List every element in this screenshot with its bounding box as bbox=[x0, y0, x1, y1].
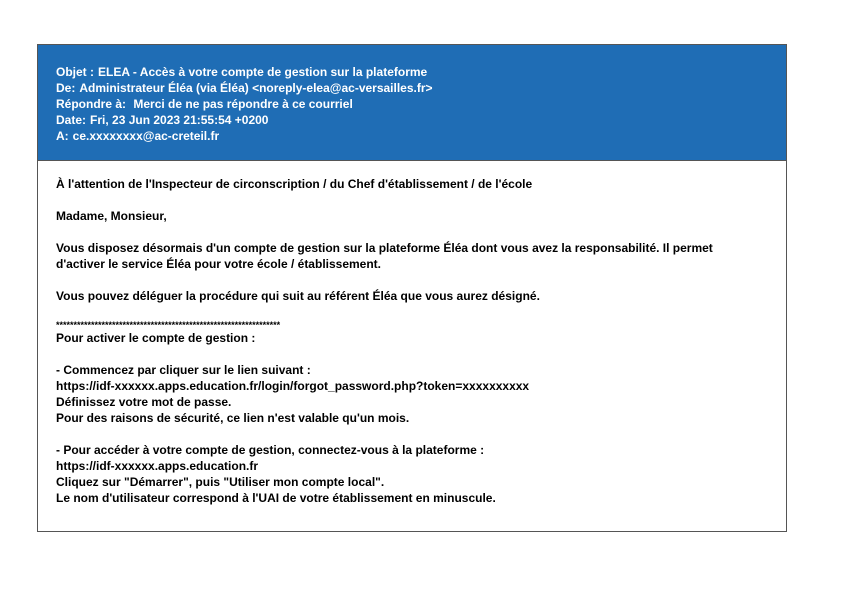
date-value: Fri, 23 Jun 2023 21:55:54 +0200 bbox=[90, 113, 269, 127]
subject-line bbox=[56, 64, 786, 80]
step2-username-text: Le nom d'utilisateur correspond à l'UAI de votre établissement en minuscule. bbox=[56, 491, 496, 505]
attention-paragraph bbox=[56, 176, 786, 192]
reply-to-line bbox=[56, 96, 786, 112]
step2-paragraph bbox=[56, 442, 786, 506]
date-label: Date: bbox=[56, 113, 87, 127]
date-line bbox=[56, 112, 786, 128]
intro-line-2: d'activer le service Éléa pour votre école / établissement. bbox=[56, 257, 382, 271]
reply-to-label: Répondre à: bbox=[56, 97, 127, 111]
step1-password-text: Définissez votre mot de passe. bbox=[56, 395, 232, 409]
step2-intro: - Pour accéder à votre compte de gestion, connectez-vous à la plateforme : bbox=[56, 443, 485, 457]
separator-stars: **************************************************************** bbox=[56, 320, 281, 330]
intro-paragraph bbox=[56, 240, 786, 272]
email-card bbox=[37, 44, 787, 532]
attention-text: À l'attention de l'Inspecteur de circonscription / du Chef d'établissement / de l'école bbox=[56, 177, 533, 191]
step1-paragraph bbox=[56, 362, 786, 426]
step1-intro: - Commencez par cliquer sur le lien suivant : bbox=[56, 363, 311, 377]
email-body bbox=[38, 161, 786, 506]
from-value: Administrateur Éléa (via Éléa) <noreply-elea@ac-versailles.fr> bbox=[79, 81, 433, 95]
step1-security-text: Pour des raisons de sécurité, ce lien n'est valable qu'un mois. bbox=[56, 411, 410, 425]
from-line bbox=[56, 80, 786, 96]
email-header bbox=[38, 45, 786, 161]
reply-to-value: Merci de ne pas répondre à ce courriel bbox=[133, 97, 353, 111]
delegate-text: Vous pouvez déléguer la procédure qui suit au référent Éléa que vous aurez désigné. bbox=[56, 289, 540, 303]
greeting-text: Madame, Monsieur, bbox=[56, 209, 167, 223]
delegate-paragraph bbox=[56, 288, 786, 304]
intro-line-1: Vous disposez désormais d'un compte de gestion sur la plateforme Éléa dont vous avez la responsabilité. Il permet bbox=[56, 241, 713, 255]
subject-value: ELEA - Accès à votre compte de gestion sur la plateforme bbox=[98, 65, 428, 79]
to-line bbox=[56, 128, 786, 144]
step2-click-text: Cliquez sur "Démarrer", puis "Utiliser mon compte local". bbox=[56, 475, 385, 489]
to-label: A: bbox=[56, 129, 69, 143]
step2-link[interactable]: https://idf-xxxxxx.apps.education.fr bbox=[56, 459, 259, 473]
to-value: ce.xxxxxxxx@ac-creteil.fr bbox=[72, 129, 220, 143]
greeting-paragraph bbox=[56, 208, 786, 224]
subject-label: Objet : bbox=[56, 65, 94, 79]
activate-title: Pour activer le compte de gestion : bbox=[56, 331, 256, 345]
activate-paragraph bbox=[56, 320, 786, 346]
from-label: De: bbox=[56, 81, 76, 95]
step1-link[interactable]: https://idf-xxxxxx.apps.education.fr/login/forgot_password.php?token=xxxxxxxxxx bbox=[56, 379, 530, 393]
